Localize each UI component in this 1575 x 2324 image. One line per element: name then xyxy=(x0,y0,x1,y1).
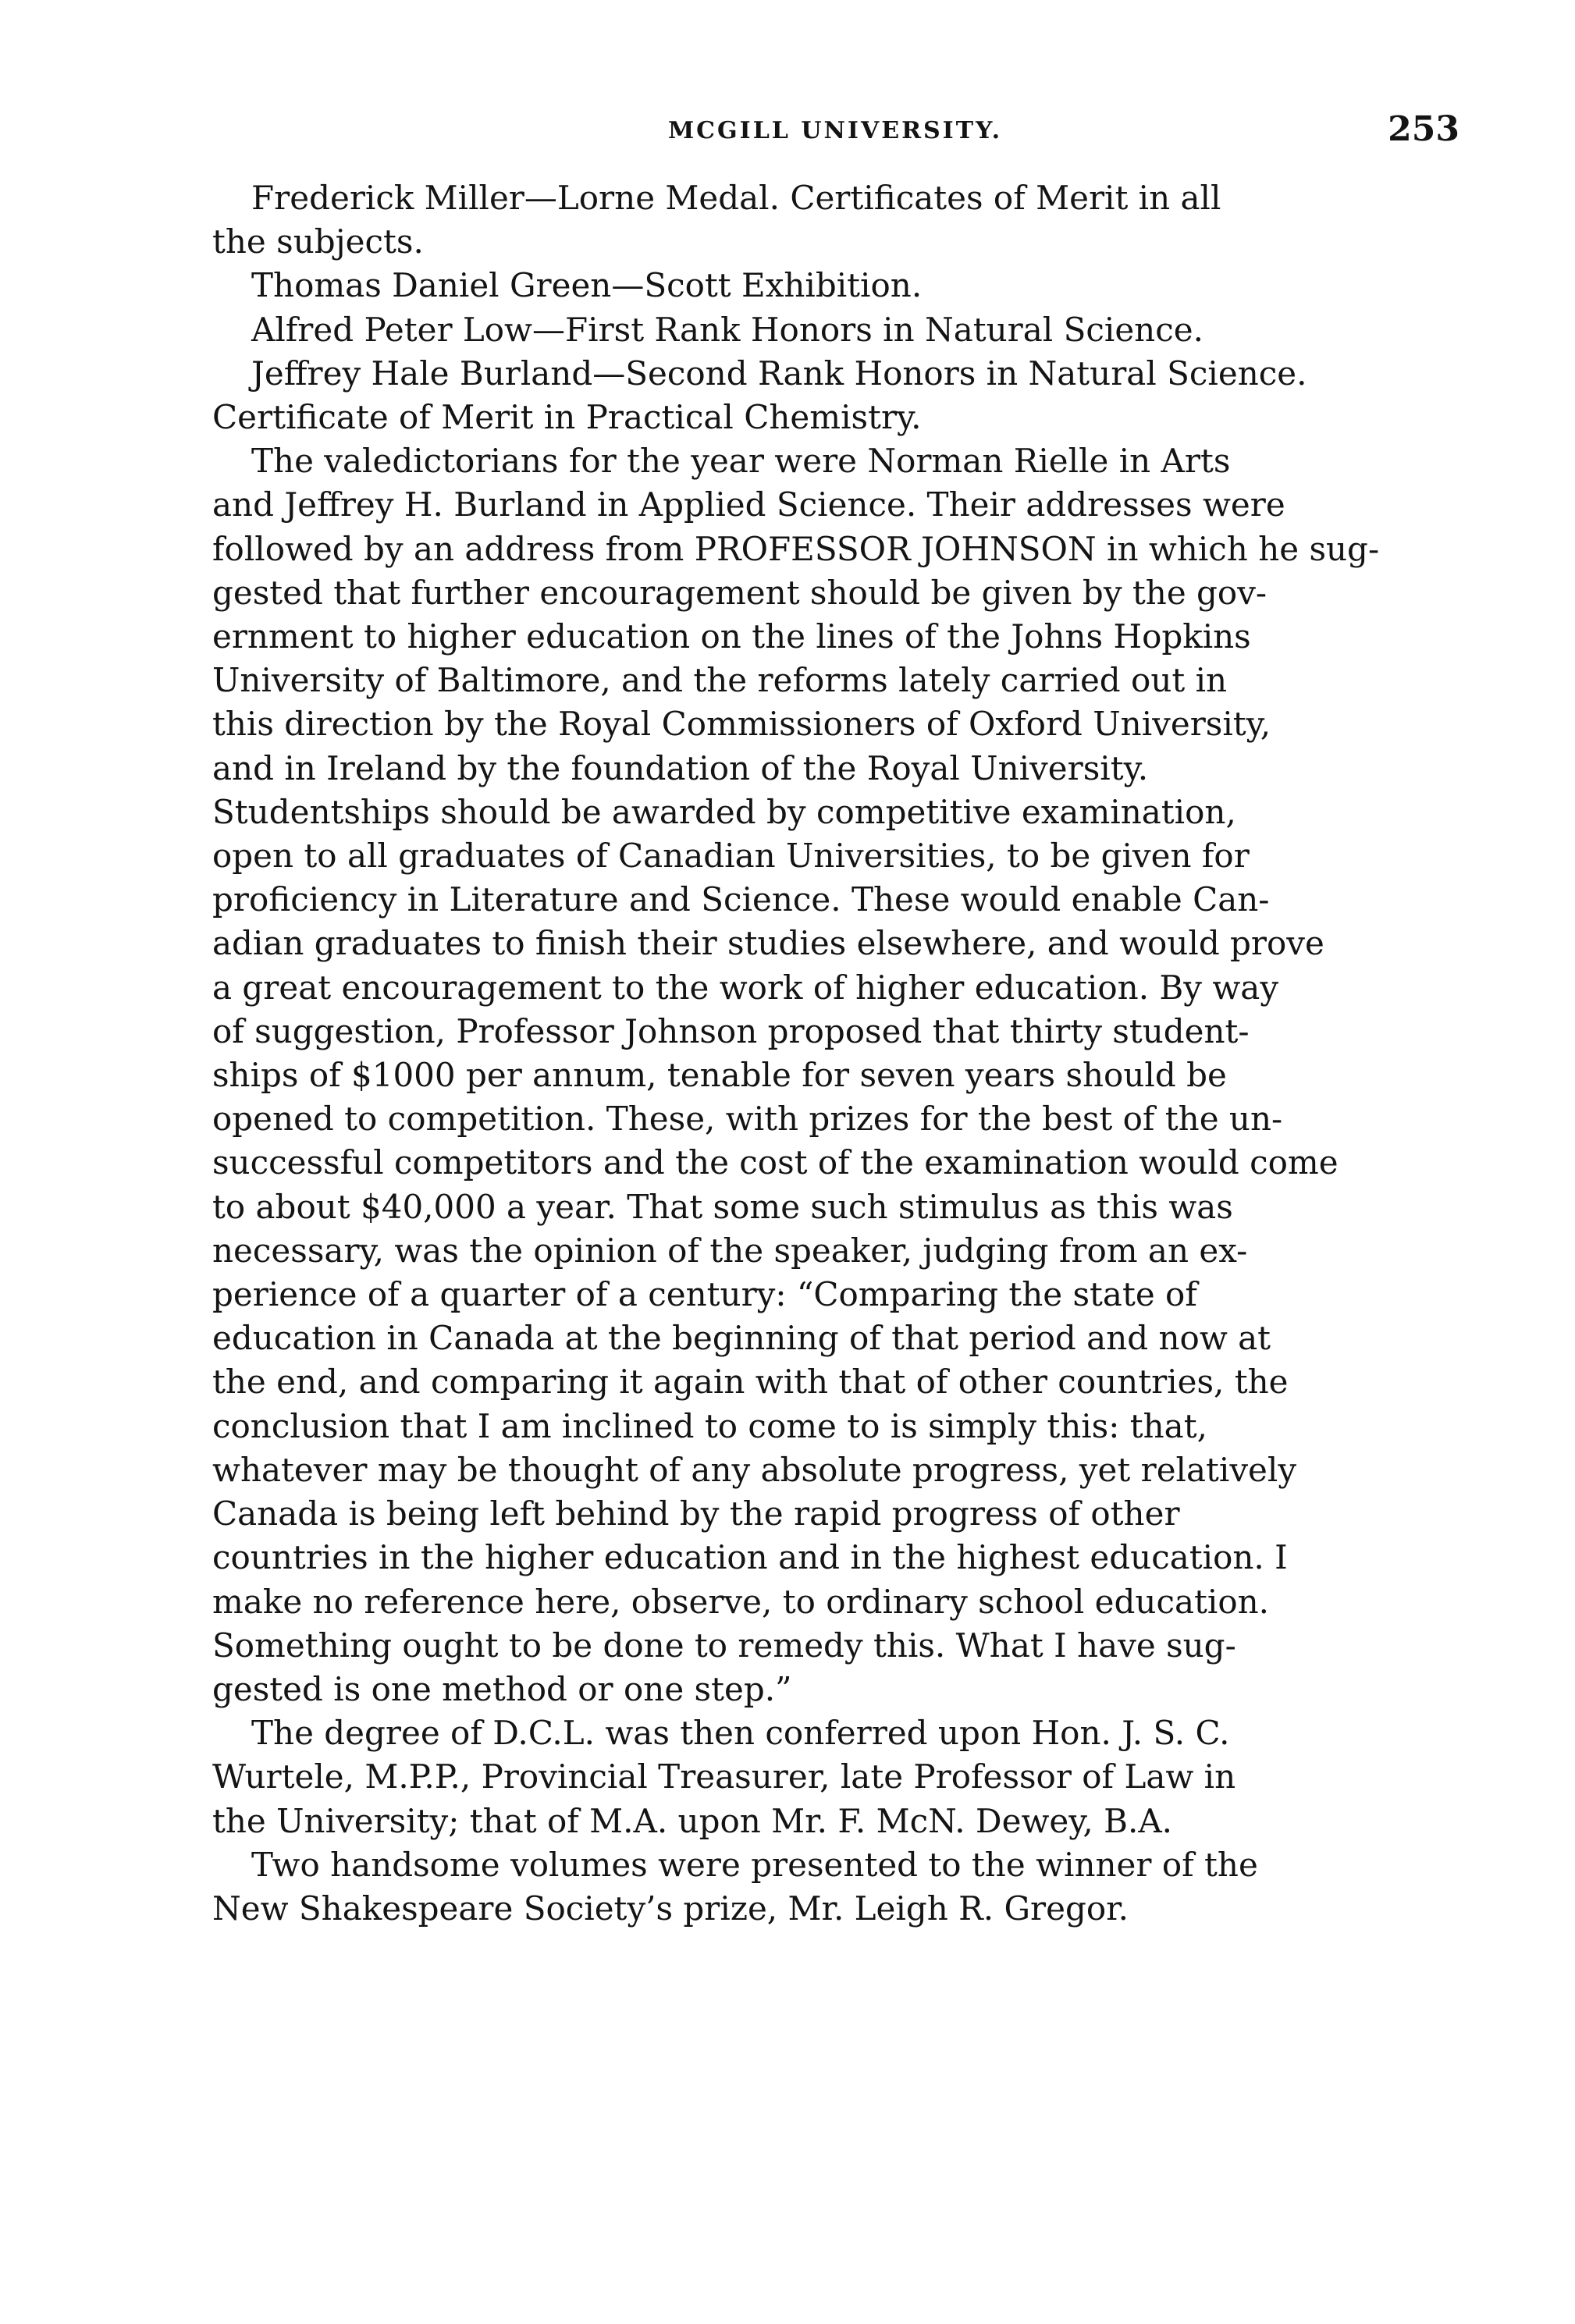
text-segment: followed by an address from xyxy=(212,529,695,568)
text-line: Alfred Peter Low—First Rank Honors in Natural Science. xyxy=(251,310,1203,349)
text-line: Canada is being left behind by the rapid progress of other xyxy=(212,1494,1180,1533)
text-line: and in Ireland by the foundation of the Royal University. xyxy=(212,748,1149,787)
text-line: gested is one method or one step.” xyxy=(212,1669,792,1708)
text-line: Thomas Daniel Green—Scott Exhibition. xyxy=(251,266,923,305)
text-segment: in which he sug- xyxy=(1096,529,1380,568)
text-line: Certificate of Merit in Practical Chemistry. xyxy=(212,398,922,437)
text-line: education in Canada at the beginning of that period and now at xyxy=(212,1319,1271,1358)
degrees-paragraph xyxy=(212,1711,1461,1843)
text-line: opened to competition. These, with prizes for the best of the un- xyxy=(212,1100,1283,1139)
text-line: The degree of D.C.L. was then conferred upon Hon. J. S. C. xyxy=(251,1714,1230,1753)
text-line: Two handsome volumes were presented to the winner of the xyxy=(251,1845,1258,1884)
text-line: The valedictorians for the year were Norman Rielle in Arts xyxy=(251,442,1231,481)
text-line: Jeffrey Hale Burland—Second Rank Honors in Natural Science. xyxy=(251,354,1307,393)
text-line: the end, and comparing it again with that of other countries, the xyxy=(212,1363,1289,1402)
text-line: to about $40,000 a year. That some such stimulus as this was xyxy=(212,1187,1233,1226)
text-line: gested that further encouragement should be given by the gov- xyxy=(212,573,1267,612)
text-line: make no reference here, observe, to ordinary school education. xyxy=(212,1582,1270,1621)
text-line: the University; that of M.A. upon Mr. F. McN. Dewey, B.A. xyxy=(212,1801,1172,1840)
text-line: whatever may be thought of any absolute progress, yet relatively xyxy=(212,1450,1297,1489)
honors-list xyxy=(212,176,1461,439)
text-line: Wurtele, M.P.P., Provincial Treasurer, late Professor of Law in xyxy=(212,1757,1236,1796)
text-line: proficiency in Literature and Science. These would enable Can- xyxy=(212,880,1270,919)
text-line: Something ought to be done to remedy this. What I have sug- xyxy=(212,1626,1236,1665)
text-line: countries in the higher education and in the highest education. I xyxy=(212,1538,1288,1577)
text-line: New Shakespeare Society’s prize, Mr. Leigh R. Gregor. xyxy=(212,1889,1129,1928)
page-number: 253 xyxy=(1388,109,1459,149)
text-line: ships of $1000 per annum, tenable for seven years should be xyxy=(212,1056,1227,1095)
text-line: ernment to higher education on the lines of the Johns Hopkins xyxy=(212,617,1251,656)
text-line: University of Baltimore, and the reforms lately carried out in xyxy=(212,661,1228,700)
body-text xyxy=(212,176,1461,1931)
text-line: perience of a quarter of a century: “Comparing the state of xyxy=(212,1275,1197,1314)
valedictory-paragraph xyxy=(212,439,1461,1711)
text-line: successful competitors and the cost of the examination would come xyxy=(212,1143,1339,1182)
text-line: of suggestion, Professor Johnson proposed that thirty student- xyxy=(212,1011,1250,1050)
text-line xyxy=(212,528,1461,571)
professor-name: PROFESSOR JOHNSON xyxy=(694,529,1097,568)
text-line: Frederick Miller—Lorne Medal. Certificates of Merit in all xyxy=(251,179,1221,217)
text-line: this direction by the Royal Commissioners of Oxford University, xyxy=(212,705,1271,744)
header-title: MCGILL UNIVERSITY. xyxy=(667,117,1003,144)
text-line: Studentships should be awarded by competitive examination, xyxy=(212,792,1236,831)
text-line: and Jeffrey H. Burland in Applied Science. Their addresses were xyxy=(212,485,1285,524)
prize-paragraph xyxy=(212,1843,1461,1931)
text-line: a great encouragement to the work of higher education. By way xyxy=(212,968,1279,1007)
running-head xyxy=(211,109,1459,164)
text-line: necessary, was the opinion of the speaker, judging from an ex- xyxy=(212,1231,1248,1270)
text-line: open to all graduates of Canadian Universities, to be given for xyxy=(212,837,1250,876)
text-line: conclusion that I am inclined to come to is simply this: that, xyxy=(212,1406,1207,1445)
text-line: adian graduates to finish their studies elsewhere, and would prove xyxy=(212,924,1324,963)
text-line: the subjects. xyxy=(212,222,424,261)
